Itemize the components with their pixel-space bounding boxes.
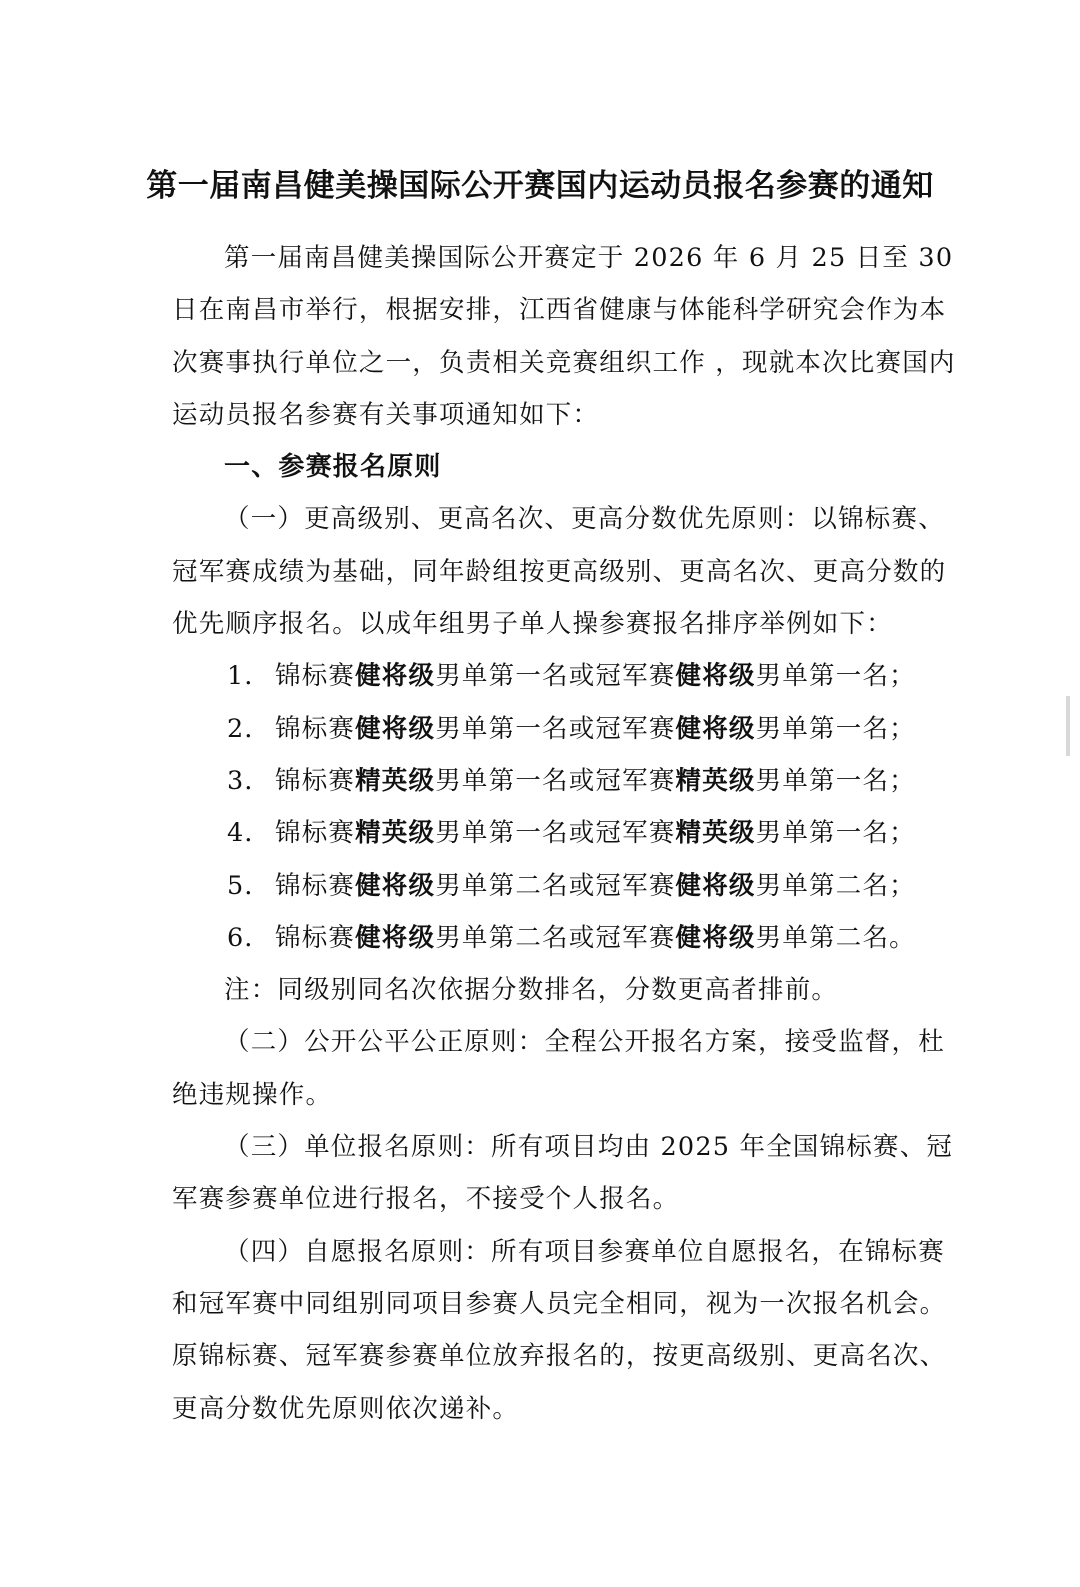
level-emphasis: 健将级 xyxy=(675,922,756,953)
note-line: 注：同级别同名次依据分数排名，分数更高者排前。 xyxy=(224,975,839,1006)
level-emphasis: 健将级 xyxy=(355,870,436,901)
section-heading-1: 一、参赛报名原则 xyxy=(224,452,442,483)
list-item: 6． 锦标赛健将级男单第二名或冠军赛健将级男单第二名。 xyxy=(172,912,962,964)
list-item-number: 3． xyxy=(227,765,272,796)
document-body xyxy=(172,232,962,1435)
level-emphasis: 健将级 xyxy=(675,713,756,744)
list-item-number: 5． xyxy=(227,870,272,901)
principle-1-paragraph: （一）更高级别、更高名次、更高分数优先原则：以锦标赛、冠军赛成绩为基础，同年龄组按更高级别、更高名次、更高分数的优先顺序报名。以成年组男子单人操参赛报名排序举例如下： xyxy=(172,504,947,640)
principle-3-paragraph: （三）单位报名原则：所有项目均由 2025 年全国锦标赛、冠军赛参赛单位进行报名，不接受个人报名。 xyxy=(172,1132,954,1215)
principle-4-paragraph: （四）自愿报名原则：所有项目参赛单位自愿报名，在锦标赛和冠军赛中同组别同项目参赛人员完全相同，视为一次报名机会。原锦标赛、冠军赛参赛单位放弃报名的，按更高级别、更高名次、更高分数优先原则依次递补。 xyxy=(172,1236,947,1424)
level-emphasis: 精英级 xyxy=(675,818,756,849)
list-item-number: 2． xyxy=(227,713,272,744)
level-emphasis: 精英级 xyxy=(675,765,756,796)
list-item-number: 4． xyxy=(227,818,272,849)
level-emphasis: 健将级 xyxy=(355,713,436,744)
list-item-number: 1． xyxy=(227,661,272,692)
level-emphasis: 健将级 xyxy=(355,661,436,692)
list-item: 1． 锦标赛健将级男单第一名或冠军赛健将级男单第一名； xyxy=(172,650,962,702)
level-emphasis: 精英级 xyxy=(355,818,436,849)
list-item: 2． 锦标赛健将级男单第一名或冠军赛健将级男单第一名； xyxy=(172,703,962,755)
list-item-number: 6． xyxy=(227,922,272,953)
principle-2-paragraph: （二）公开公平公正原则：全程公开报名方案，接受监督，杜绝违规操作。 xyxy=(172,1027,945,1110)
intro-paragraph: 第一届南昌健美操国际公开赛定于 2026 年 6 月 25 日至 30 日在南昌市举行，根据安排，江西省健康与体能科学研究会作为本次赛事执行单位之一，负责相关竞赛组织工作 ，现就本次比赛国内运动员报名参赛有关事项通知如下： xyxy=(172,243,956,430)
level-emphasis: 健将级 xyxy=(675,870,756,901)
list-item: 5． 锦标赛健将级男单第二名或冠军赛健将级男单第二名； xyxy=(172,860,962,912)
level-emphasis: 健将级 xyxy=(355,922,436,953)
level-emphasis: 健将级 xyxy=(675,661,756,692)
document-title: 第一届南昌健美操国际公开赛国内运动员报名参赛的通知 xyxy=(146,168,934,204)
level-emphasis: 精英级 xyxy=(355,765,436,796)
list-item: 4． 锦标赛精英级男单第一名或冠军赛精英级男单第一名； xyxy=(172,807,962,859)
scan-edge-mark xyxy=(1066,696,1070,756)
list-item: 3． 锦标赛精英级男单第一名或冠军赛精英级男单第一名； xyxy=(172,755,962,807)
